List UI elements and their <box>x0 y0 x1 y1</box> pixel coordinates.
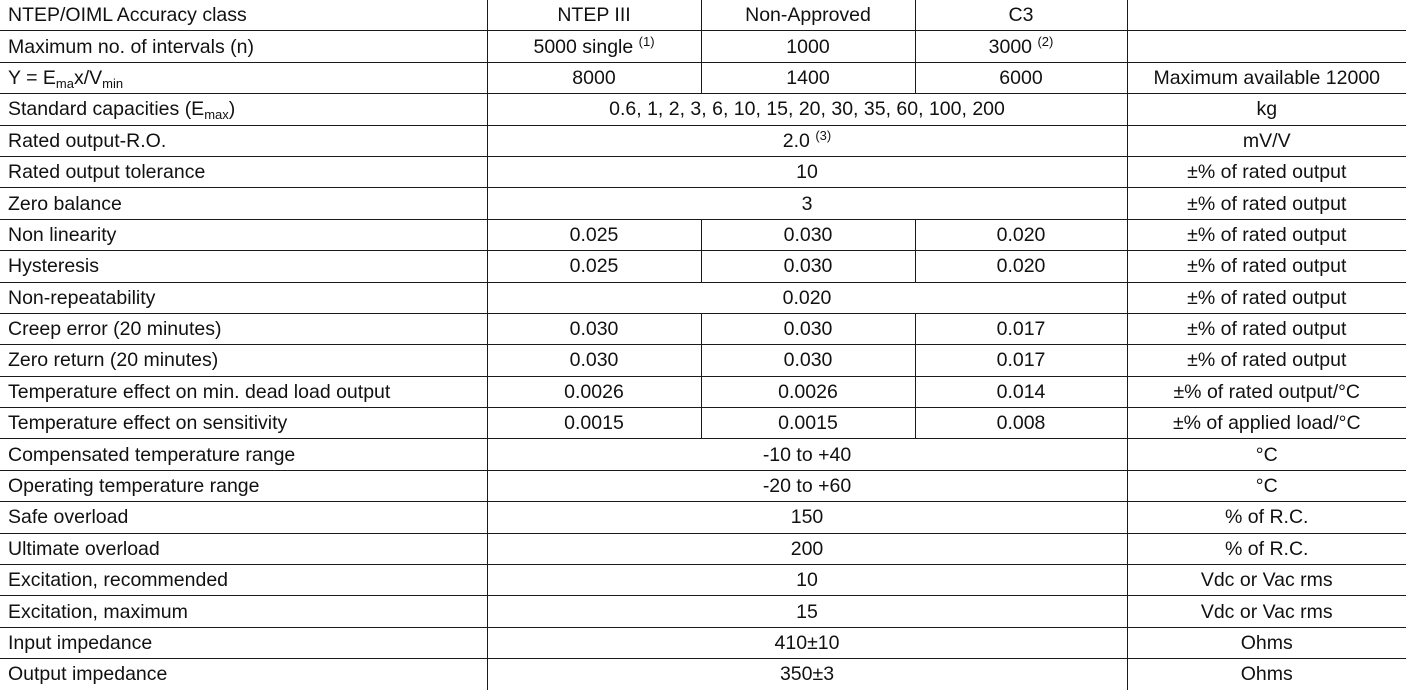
table-row-y-ratio <box>0 62 1406 93</box>
label-subscript: min <box>102 75 124 91</box>
value-non-approved: 1400 <box>701 62 915 93</box>
row-label: Compensated temperature range <box>0 439 487 470</box>
value-c3: 0.008 <box>915 408 1127 439</box>
label-part: ) <box>228 98 236 121</box>
row-label: Maximum no. of intervals (n) <box>0 31 487 62</box>
table-row-zero-balance <box>0 188 1406 219</box>
unit-cell: mV/V <box>1127 125 1406 156</box>
value-non-approved: 0.030 <box>701 345 915 376</box>
unit-cell: ±% of rated output <box>1127 345 1406 376</box>
value-text: 2.0 <box>782 129 810 152</box>
unit-cell: ±% of rated output <box>1127 282 1406 313</box>
table-row-input-impedance <box>0 627 1406 658</box>
unit-cell: ±% of rated output <box>1127 188 1406 219</box>
unit-cell: Ohms <box>1127 627 1406 658</box>
value-non-approved: 0.030 <box>701 313 915 344</box>
table-row-output-impedance <box>0 659 1406 690</box>
label-subscript: ma <box>55 75 74 91</box>
value-text: 3000 <box>988 35 1033 58</box>
row-label: Operating temperature range <box>0 470 487 501</box>
value-non-approved: Non-Approved <box>701 0 915 31</box>
row-label: Ultimate overload <box>0 533 487 564</box>
row-label: Input impedance <box>0 627 487 658</box>
label-subscript: max <box>204 107 229 123</box>
merged-value: 410±10 <box>487 627 1127 658</box>
value-non-approved: 0.0026 <box>701 376 915 407</box>
value-ntep-iii: 8000 <box>487 62 701 93</box>
table-row-standard-capacities <box>0 94 1406 125</box>
row-label: Excitation, recommended <box>0 565 487 596</box>
footnote-marker: (2) <box>1037 33 1054 49</box>
unit-cell: ±% of applied load/°C <box>1127 408 1406 439</box>
value-ntep-iii: 0.030 <box>487 345 701 376</box>
merged-value: 200 <box>487 533 1127 564</box>
row-label <box>0 62 487 93</box>
value-non-approved: 0.030 <box>701 251 915 282</box>
table-row-excitation-recommended <box>0 565 1406 596</box>
row-label: Non linearity <box>0 219 487 250</box>
merged-value: 0.6, 1, 2, 3, 6, 10, 15, 20, 30, 35, 60, 100, 200 <box>487 94 1127 125</box>
unit-cell <box>1127 0 1406 31</box>
value-ntep-iii: 0.030 <box>487 313 701 344</box>
value-ntep-iii: 0.025 <box>487 219 701 250</box>
table-row-safe-overload <box>0 502 1406 533</box>
table-row-operating-temp-range <box>0 470 1406 501</box>
unit-cell: ±% of rated output <box>1127 313 1406 344</box>
merged-value: 15 <box>487 596 1127 627</box>
unit-cell: °C <box>1127 439 1406 470</box>
label-part: Standard capacities (E <box>8 98 205 121</box>
value-ntep-iii: 0.025 <box>487 251 701 282</box>
value-ntep-iii: 0.0015 <box>487 408 701 439</box>
value-c3: 6000 <box>915 62 1127 93</box>
table-row-hysteresis <box>0 251 1406 282</box>
footnote-marker: (3) <box>815 127 832 143</box>
table-row-non-repeatability <box>0 282 1406 313</box>
row-label: Hysteresis <box>0 251 487 282</box>
unit-cell: % of R.C. <box>1127 533 1406 564</box>
value-c3: 0.017 <box>915 313 1127 344</box>
value-ntep-iii: NTEP III <box>487 0 701 31</box>
merged-value: 10 <box>487 156 1127 187</box>
merged-value: -10 to +40 <box>487 439 1127 470</box>
row-label: Rated output-R.O. <box>0 125 487 156</box>
row-label: Safe overload <box>0 502 487 533</box>
merged-value: -20 to +60 <box>487 470 1127 501</box>
value-text: 5000 single <box>533 35 634 58</box>
value-c3: 0.017 <box>915 345 1127 376</box>
table-row-non-linearity <box>0 219 1406 250</box>
value-ntep-iii: 0.0026 <box>487 376 701 407</box>
unit-cell: Ohms <box>1127 659 1406 690</box>
merged-value: 10 <box>487 565 1127 596</box>
merged-value: 350±3 <box>487 659 1127 690</box>
row-label: Zero balance <box>0 188 487 219</box>
value-ntep-iii <box>487 31 701 62</box>
label-part: x/V <box>73 66 103 89</box>
row-label: NTEP/OIML Accuracy class <box>0 0 487 31</box>
merged-value: 0.020 <box>487 282 1127 313</box>
unit-cell: ±% of rated output <box>1127 156 1406 187</box>
row-label: Temperature effect on min. dead load output <box>0 376 487 407</box>
unit-cell: °C <box>1127 470 1406 501</box>
unit-cell: % of R.C. <box>1127 502 1406 533</box>
merged-value: 150 <box>487 502 1127 533</box>
unit-cell: Maximum available 12000 <box>1127 62 1406 93</box>
value-c3: C3 <box>915 0 1127 31</box>
row-label: Rated output tolerance <box>0 156 487 187</box>
table-row-accuracy-class <box>0 0 1406 31</box>
label-part: Y = E <box>8 66 56 89</box>
table-row-temp-effect-sensitivity <box>0 408 1406 439</box>
row-label: Creep error (20 minutes) <box>0 313 487 344</box>
merged-value <box>487 125 1127 156</box>
row-label: Output impedance <box>0 659 487 690</box>
table-row-ultimate-overload <box>0 533 1406 564</box>
row-label: Temperature effect on sensitivity <box>0 408 487 439</box>
row-label: Non-repeatability <box>0 282 487 313</box>
unit-cell <box>1127 31 1406 62</box>
value-c3 <box>915 31 1127 62</box>
value-non-approved: 1000 <box>701 31 915 62</box>
table-row-rated-output-tolerance <box>0 156 1406 187</box>
table-row-zero-return <box>0 345 1406 376</box>
table-row-compensated-temp-range <box>0 439 1406 470</box>
unit-cell: Vdc or Vac rms <box>1127 565 1406 596</box>
row-label: Zero return (20 minutes) <box>0 345 487 376</box>
value-c3: 0.020 <box>915 219 1127 250</box>
table-row-excitation-maximum <box>0 596 1406 627</box>
value-c3: 0.020 <box>915 251 1127 282</box>
unit-cell: ±% of rated output <box>1127 251 1406 282</box>
value-non-approved: 0.030 <box>701 219 915 250</box>
value-c3: 0.014 <box>915 376 1127 407</box>
table-row-creep-error <box>0 313 1406 344</box>
value-non-approved: 0.0015 <box>701 408 915 439</box>
unit-cell: Vdc or Vac rms <box>1127 596 1406 627</box>
unit-cell: ±% of rated output <box>1127 219 1406 250</box>
footnote-marker: (1) <box>638 33 655 49</box>
unit-cell: kg <box>1127 94 1406 125</box>
table-row-temp-effect-dead-load <box>0 376 1406 407</box>
row-label <box>0 94 487 125</box>
merged-value: 3 <box>487 188 1127 219</box>
table-row-rated-output <box>0 125 1406 156</box>
unit-cell: ±% of rated output/°C <box>1127 376 1406 407</box>
table-row-max-intervals <box>0 31 1406 62</box>
row-label: Excitation, maximum <box>0 596 487 627</box>
